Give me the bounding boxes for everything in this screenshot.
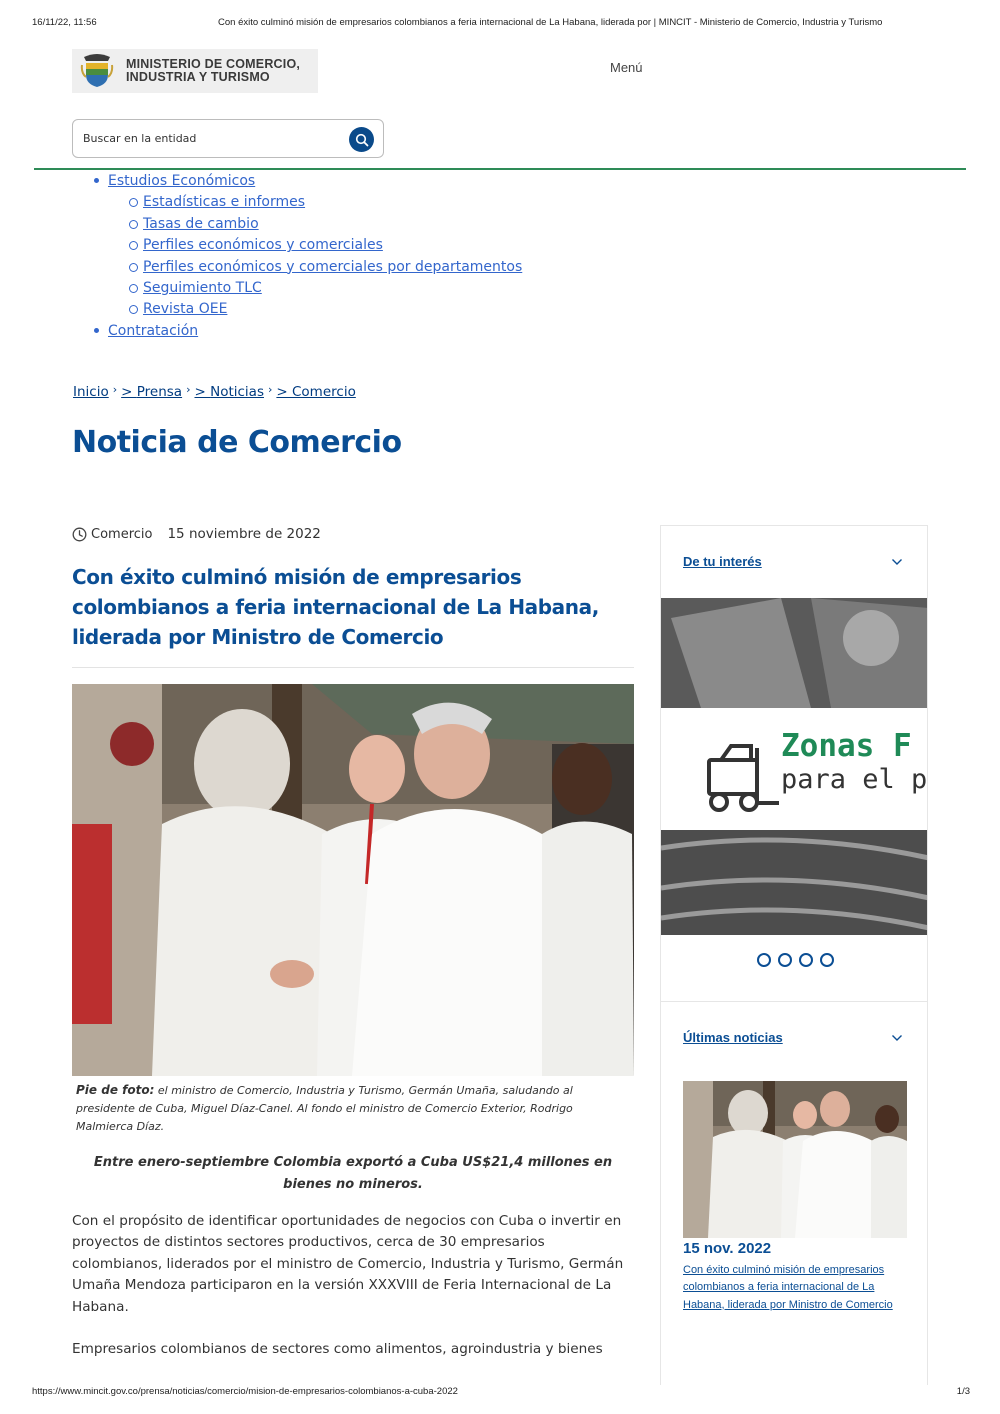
header-divider [34,168,966,170]
menu-button[interactable]: Menú [610,60,643,75]
article-subheading: Entre enero-septiembre Colombia exportó a Cuba US$21,4 millones en bienes no mineros. [93,1155,613,1192]
news-title-link[interactable]: Con éxito culminó misión de empresarios colombianos a feria internacional de La Habana, liderada por Ministro de Comercio [683,1264,893,1311]
banner-line-2: para el p [781,764,928,795]
logo-line-1: MINISTERIO DE COMERCIO, [126,57,301,71]
breadcrumb [73,384,356,400]
chevron-right-icon: > [121,384,137,400]
chevron-down-icon[interactable] [891,558,903,566]
nav-subitem [143,235,522,256]
ministry-logo[interactable] [72,49,318,93]
nav-item-contratacion [108,321,522,342]
breadcrumb-prensa-label: Prensa [136,384,183,400]
print-page-title: Con éxito culminó misión de empresarios colombianos a feria internacional de La Habana, liderada por | MINCIT - Ministerio de Comercio, Industria y Turismo [218,17,883,28]
article-paragraph: Con el propósito de identificar oportunidades de negocios con Cuba o invertir en proyectos de distintos sectores productivos, cerca de 30 empresarios colombianos, liderados por el ministro de Comercio, Industria y Turismo, Germán Umaña Mendoza participaron en la versión XXXVIII de Feria Internacional de La Habana. [72,1213,624,1315]
search-bar [72,119,384,158]
breadcrumb-comercio[interactable] [276,384,355,400]
clock-icon [72,527,87,542]
article-title: Con éxito culminó misión de empresarios colombianos a feria internacional de La Habana, liderada por Ministro de Comercio [72,565,599,649]
article-photo [72,684,634,1076]
caption-text: el ministro de Comercio, Industria y Turismo, Germán Umaña, saludando al presidente de Cuba, Miguel Díaz-Canel. Al fondo el ministro de Comercio Exterior, Rodrigo Malmierca Díaz. [76,1084,573,1133]
news-thumbnail[interactable] [683,1081,907,1238]
interest-heading[interactable]: De tu interés [683,554,762,569]
chevron-down-icon[interactable] [891,1034,903,1042]
nav-subitem [143,257,522,278]
search-icon [355,133,369,147]
nav-link-perfiles[interactable]: Perfiles económicos y comerciales [143,237,383,254]
breadcrumb-noticias[interactable] [194,384,264,400]
news-date: 15 nov. 2022 [683,1240,772,1257]
nav-item-estudios [108,171,522,321]
nav-link-revista-oee[interactable]: Revista OEE [143,301,228,318]
news-thumbnail-image [683,1081,907,1238]
caption-label: Pie de foto: [76,1083,155,1097]
article-date: 15 noviembre de 2022 [167,526,321,542]
banner-carousel[interactable] [661,598,928,935]
nav-subitem [143,192,522,213]
search-button[interactable] [349,127,374,152]
carousel-dots [757,953,834,967]
carousel-dot[interactable] [799,953,813,967]
breadcrumb-separator-icon: › [267,382,273,396]
print-timestamp: 16/11/22, 11:56 [32,17,97,28]
carousel-dot[interactable] [778,953,792,967]
article-paragraph: Empresarios colombianos de sectores como alimentos, agroindustria y bienes [72,1341,603,1357]
article-meta [72,526,321,542]
chevron-right-icon: > [194,384,211,400]
carousel-dot[interactable] [820,953,834,967]
article-category: Comercio [91,526,153,542]
logo-text [126,58,300,84]
latest-news-heading[interactable]: Últimas noticias [683,1030,783,1045]
nav-link-seguimiento-tlc[interactable]: Seguimiento TLC [143,280,262,297]
print-url: https://www.mincit.gov.co/prensa/noticias/comercio/mision-de-empresarios-colombianos-a-cuba-2022 [32,1386,458,1397]
chevron-right-icon: > [276,384,292,400]
article-photo-image [72,684,634,1076]
nav-menu [108,171,522,342]
page-title: Noticia de Comercio [72,425,402,460]
logo-line-2: INDUSTRIA Y TURISMO [126,70,270,84]
breadcrumb-comercio-label: Comercio [292,384,356,400]
nav-link-perfiles-departamentos[interactable]: Perfiles económicos y comerciales por departamentos [143,258,523,275]
nav-subitem [143,278,522,299]
nav-link-estudios[interactable]: Estudios Económicos [108,173,256,189]
print-page-number: 1/3 [956,1386,970,1397]
nav-link-estadisticas[interactable]: Estadísticas e informes [143,194,306,211]
nav-subitem [143,299,522,320]
search-input[interactable] [83,132,333,145]
banner-line-1: Zonas F [781,728,912,764]
breadcrumb-separator-icon: › [112,382,118,396]
breadcrumb-separator-icon: › [186,382,191,396]
nav-submenu [143,192,522,320]
breadcrumb-noticias-label: Noticias [210,384,264,400]
breadcrumb-home[interactable]: Inicio [73,384,109,400]
nav-link-contratacion[interactable]: Contratación [108,322,199,339]
article-divider [72,667,634,668]
sidebar [660,525,928,1385]
breadcrumb-prensa[interactable] [121,384,182,400]
nav-subitem [143,214,522,235]
nav-link-tasas[interactable]: Tasas de cambio [143,215,259,232]
photo-caption [76,1081,626,1136]
carousel-dot[interactable] [757,953,771,967]
coat-of-arms-icon [80,53,114,89]
sidebar-divider [661,1001,928,1002]
